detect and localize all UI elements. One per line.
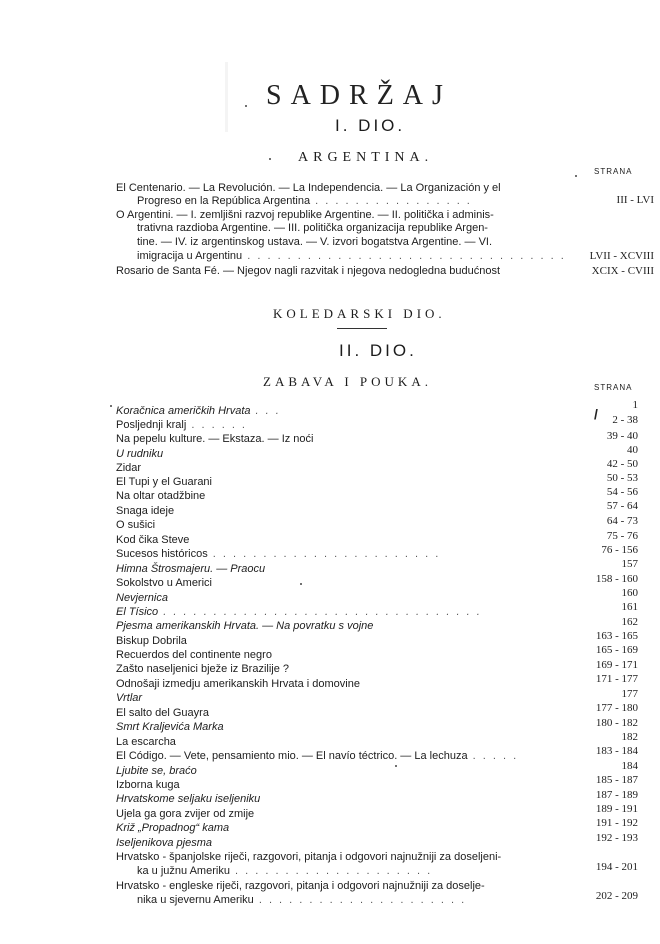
- entry-line: Biskup Dobrila: [116, 635, 187, 647]
- entry-pages: 161: [621, 601, 638, 613]
- entry-pages: 191 - 192: [595, 817, 638, 829]
- entry-pages: 194 - 201: [595, 861, 638, 873]
- entry-line: Hrvatsko - španjolske riječi, razgovori, pitanja i odgovori najnužniji za doseljeni-: [116, 851, 502, 863]
- entry-pages: XCIX - CVIII: [591, 265, 654, 277]
- entry-line: O sušici: [116, 519, 156, 531]
- part2-heading: II. DIO.: [339, 341, 417, 360]
- entry-line: Posljednji kralj . . . . . .: [116, 419, 247, 431]
- entry-line: Vrtlar: [116, 692, 143, 704]
- entry-pages: 2 - 38: [612, 414, 638, 426]
- entry-line: Odnošaji izmedju amerikanskih Hrvata i domovine: [116, 678, 360, 690]
- page-title: SADRŽAJ: [266, 80, 452, 111]
- part1-heading: I. DIO.: [335, 116, 406, 135]
- entry-line: Hrvatskome seljaku iseljeniku: [116, 793, 261, 805]
- entry-line: trativna razdioba Argentine. — III. politička organizacija republike Argen-: [137, 222, 488, 234]
- scan-edge: [225, 62, 228, 132]
- entry-line: Rosario de Santa Fé. — Njegov nagli razvitak i njegova nedogledna budućnost: [116, 265, 501, 277]
- entry-line: O Argentini. — I. zemljišni razvoj republike Argentine. — II. politička i adminis-: [116, 209, 494, 221]
- entry-pages: 75 - 76: [606, 530, 638, 542]
- entry-pages: 157: [621, 558, 638, 570]
- entry-line: La escarcha: [116, 736, 176, 748]
- entry-pages: 40: [627, 444, 638, 456]
- entry-line: Sokolstvo u Americi: [116, 577, 212, 589]
- entry-line: Himna Štrosmajeru. — Praocu: [116, 563, 266, 575]
- entry-line: Na oltar otadžbine: [116, 490, 206, 502]
- entry-pages: 57 - 64: [606, 500, 638, 512]
- entry-line: Zidar: [116, 462, 142, 474]
- entry-line: Smrt Kraljevića Marka: [116, 721, 224, 733]
- scan-margin: [0, 0, 225, 130]
- entry-pages: 187 - 189: [595, 789, 638, 801]
- scan-speck: [110, 405, 112, 407]
- entry-pages: 192 - 193: [595, 832, 638, 844]
- entry-pages: 42 - 50: [606, 458, 638, 470]
- entry-pages: 177: [621, 688, 638, 700]
- part1-strana-label: STRANA: [594, 167, 633, 176]
- entry-line: Kod čika Steve: [116, 534, 190, 546]
- scan-speck: [575, 175, 577, 177]
- entry-line: tine. — IV. iz argentinskog ustava. — V. izvori bogatstva Argentine. — VI.: [137, 236, 493, 248]
- scan-speck: [395, 765, 397, 767]
- entry-pages: 39 - 40: [606, 430, 638, 442]
- entry-pages: 54 - 56: [606, 486, 638, 498]
- entry-line: Na pepelu kulture. — Ekstaza. — Iz noći: [116, 433, 314, 445]
- pen-mark: /: [594, 406, 598, 422]
- entry-pages: 50 - 53: [606, 472, 638, 484]
- entry-pages: 185 - 187: [595, 774, 638, 786]
- scan-speck: [269, 158, 271, 160]
- entry-pages: 1: [632, 399, 638, 411]
- entry-pages: 171 - 177: [595, 673, 638, 685]
- entry-pages: 183 - 184: [595, 745, 638, 757]
- entry-pages: 169 - 171: [595, 659, 638, 671]
- entry-line: Sucesos históricos . . . . . . . . . . . . . . . . . . . . . . .: [116, 548, 441, 560]
- entry-pages: 76 - 156: [601, 544, 638, 556]
- entry-line: Iseljenikova pjesma: [116, 837, 212, 849]
- entry-line: El Tísico . . . . . . . . . . . . . . . . . . . . . . . . . . . . . . . .: [116, 606, 482, 618]
- entry-line: Ujela ga gora zvijer od zmije: [116, 808, 255, 820]
- scan-speck: [245, 105, 247, 107]
- calendar-section-title: KOLEDARSKI DIO.: [273, 306, 446, 321]
- entry-pages: 162: [621, 616, 638, 628]
- part2-strana-label: STRANA: [594, 383, 633, 392]
- entry-line: Nevjernica: [116, 592, 168, 604]
- entry-pages: 180 - 182: [595, 717, 638, 729]
- entry-line: Koračnica američkih Hrvata . . .: [116, 405, 281, 417]
- entry-line: Križ „Propadnog“ kama: [116, 822, 230, 834]
- entry-line: El Centenario. — La Revolución. — La Independencia. — La Organización y el: [116, 182, 501, 194]
- entry-line: U rudniku: [116, 448, 164, 460]
- entry-pages: 160: [621, 587, 638, 599]
- entry-line: nika u sjevernu Ameriku . . . . . . . . . . . . . . . . . . . . .: [137, 894, 467, 906]
- entry-line: Progreso en la República Argentina . . . . . . . . . . . . . . . .: [137, 195, 472, 207]
- entry-line: Izborna kuga: [116, 779, 180, 791]
- entry-line: Pjesma amerikanskih Hrvata. — Na povratku s vojne: [116, 620, 374, 632]
- entry-pages: III - LVI: [616, 194, 654, 206]
- entry-pages: 189 - 191: [595, 803, 638, 815]
- entry-line: ka u južnu Ameriku . . . . . . . . . . . . . . . . . . . .: [137, 865, 433, 877]
- scan-speck: [300, 583, 302, 585]
- entry-line: El Tupi y el Guarani: [116, 476, 212, 488]
- part1-section-title: ARGENTINA.: [298, 150, 434, 165]
- entry-pages: 202 - 209: [595, 890, 638, 902]
- entry-pages: 165 - 169: [595, 644, 638, 656]
- entry-pages: LVII - XCVIII: [589, 250, 654, 262]
- entry-line: Recuerdos del continente negro: [116, 649, 272, 661]
- entry-pages: 182: [621, 731, 638, 743]
- entry-pages: 177 - 180: [595, 702, 638, 714]
- entry-line: Hrvatsko - engleske riječi, razgovori, pitanja i odgovori najnužniji za doselje-: [116, 880, 485, 892]
- entry-pages: 163 - 165: [595, 630, 638, 642]
- part2-section-title: ZABAVA I POUKA.: [263, 374, 432, 389]
- entry-line: El Código. — Vete, pensamiento mio. — El navío téctrico. — La lechuza . . . . .: [116, 750, 519, 762]
- entry-line: Snaga ideje: [116, 505, 175, 517]
- divider: [337, 328, 387, 329]
- entry-pages: 158 - 160: [595, 573, 638, 585]
- entry-pages: 64 - 73: [606, 515, 638, 527]
- entry-pages: 184: [621, 760, 638, 772]
- entry-line: El salto del Guayra: [116, 707, 209, 719]
- entry-line: imigracija u Argentinu . . . . . . . . . . . . . . . . . . . . . . . . . . . . . . . .: [137, 250, 566, 262]
- entry-line: Zašto naseljenici bježe iz Brazilije ?: [116, 663, 290, 675]
- entry-line: Ljubite se, braćo: [116, 765, 197, 777]
